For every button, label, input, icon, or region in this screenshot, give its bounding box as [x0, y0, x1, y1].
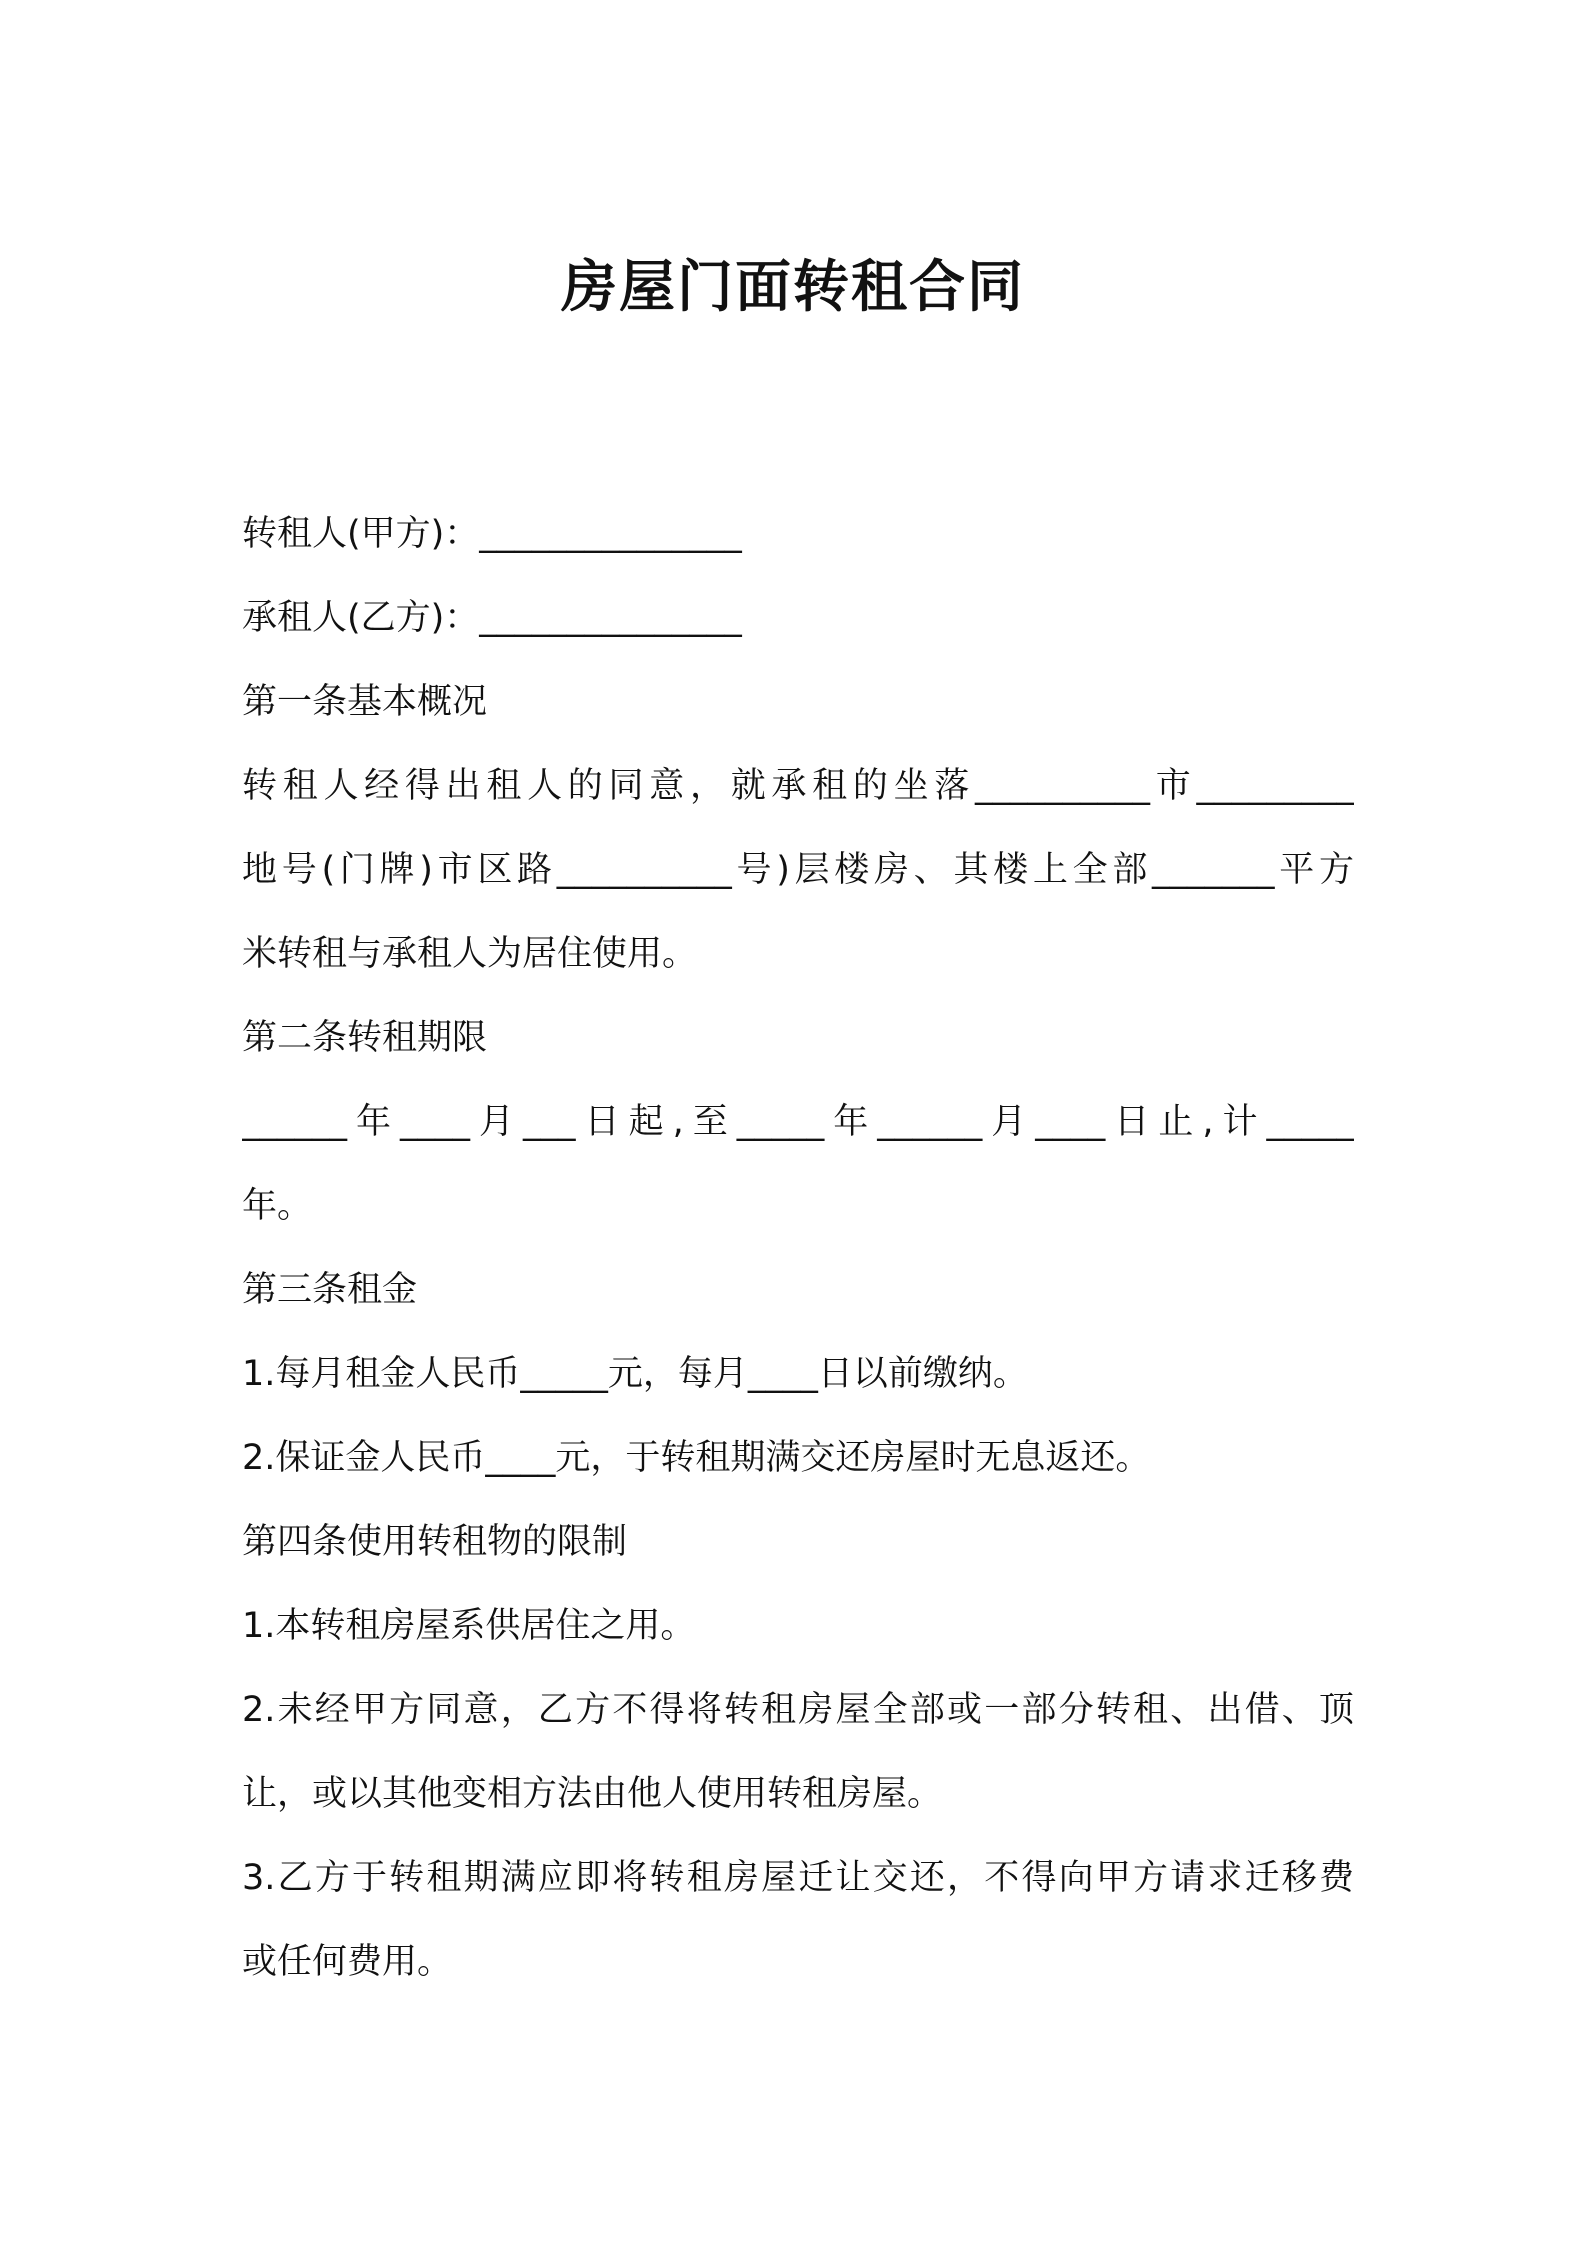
article-2-heading: 第二条转租期限	[242, 1018, 488, 1058]
article-2-paragraph-line: ______年____月___日起,至_____年______月____日止,计_____	[242, 1102, 1354, 1142]
article-4-item: 或任何费用。	[242, 1942, 453, 1982]
article-1-heading: 第一条基本概况	[242, 682, 488, 722]
document-body	[242, 492, 1354, 2004]
article-1-paragraph-line: 地号(门牌)市区路__________号)层楼房、其楼上全部_______平方	[242, 850, 1354, 890]
article-4-item: 3.乙方于转租期满应即将转租房屋迁让交还，不得向甲方请求迁移费	[242, 1858, 1354, 1898]
party-b-line: 承租人(乙方)：_______________	[242, 598, 742, 638]
article-3-item: 1.每月租金人民币_____元，每月____日以前缴纳。	[242, 1354, 1028, 1394]
article-1-paragraph-line: 转租人经得出租人的同意，就承租的坐落__________市_________	[242, 766, 1354, 806]
party-a-line: 转租人(甲方)：_______________	[242, 514, 742, 554]
article-3-item: 2.保证金人民币____元，于转租期满交还房屋时无息返还。	[242, 1438, 1151, 1478]
article-4-item: 1.本转租房屋系供居住之用。	[242, 1606, 696, 1646]
article-1-paragraph-line: 米转租与承租人为居住使用。	[242, 934, 698, 974]
article-4-item: 2.未经甲方同意，乙方不得将转租房屋全部或一部分转租、出借、顶	[242, 1690, 1354, 1730]
document-title: 房屋门面转租合同	[561, 255, 1025, 320]
article-4-heading: 第四条使用转租物的限制	[242, 1522, 628, 1562]
article-3-heading: 第三条租金	[242, 1270, 418, 1310]
article-2-paragraph-line: 年。	[242, 1186, 313, 1226]
article-4-item: 让，或以其他变相方法由他人使用转租房屋。	[242, 1774, 943, 1814]
